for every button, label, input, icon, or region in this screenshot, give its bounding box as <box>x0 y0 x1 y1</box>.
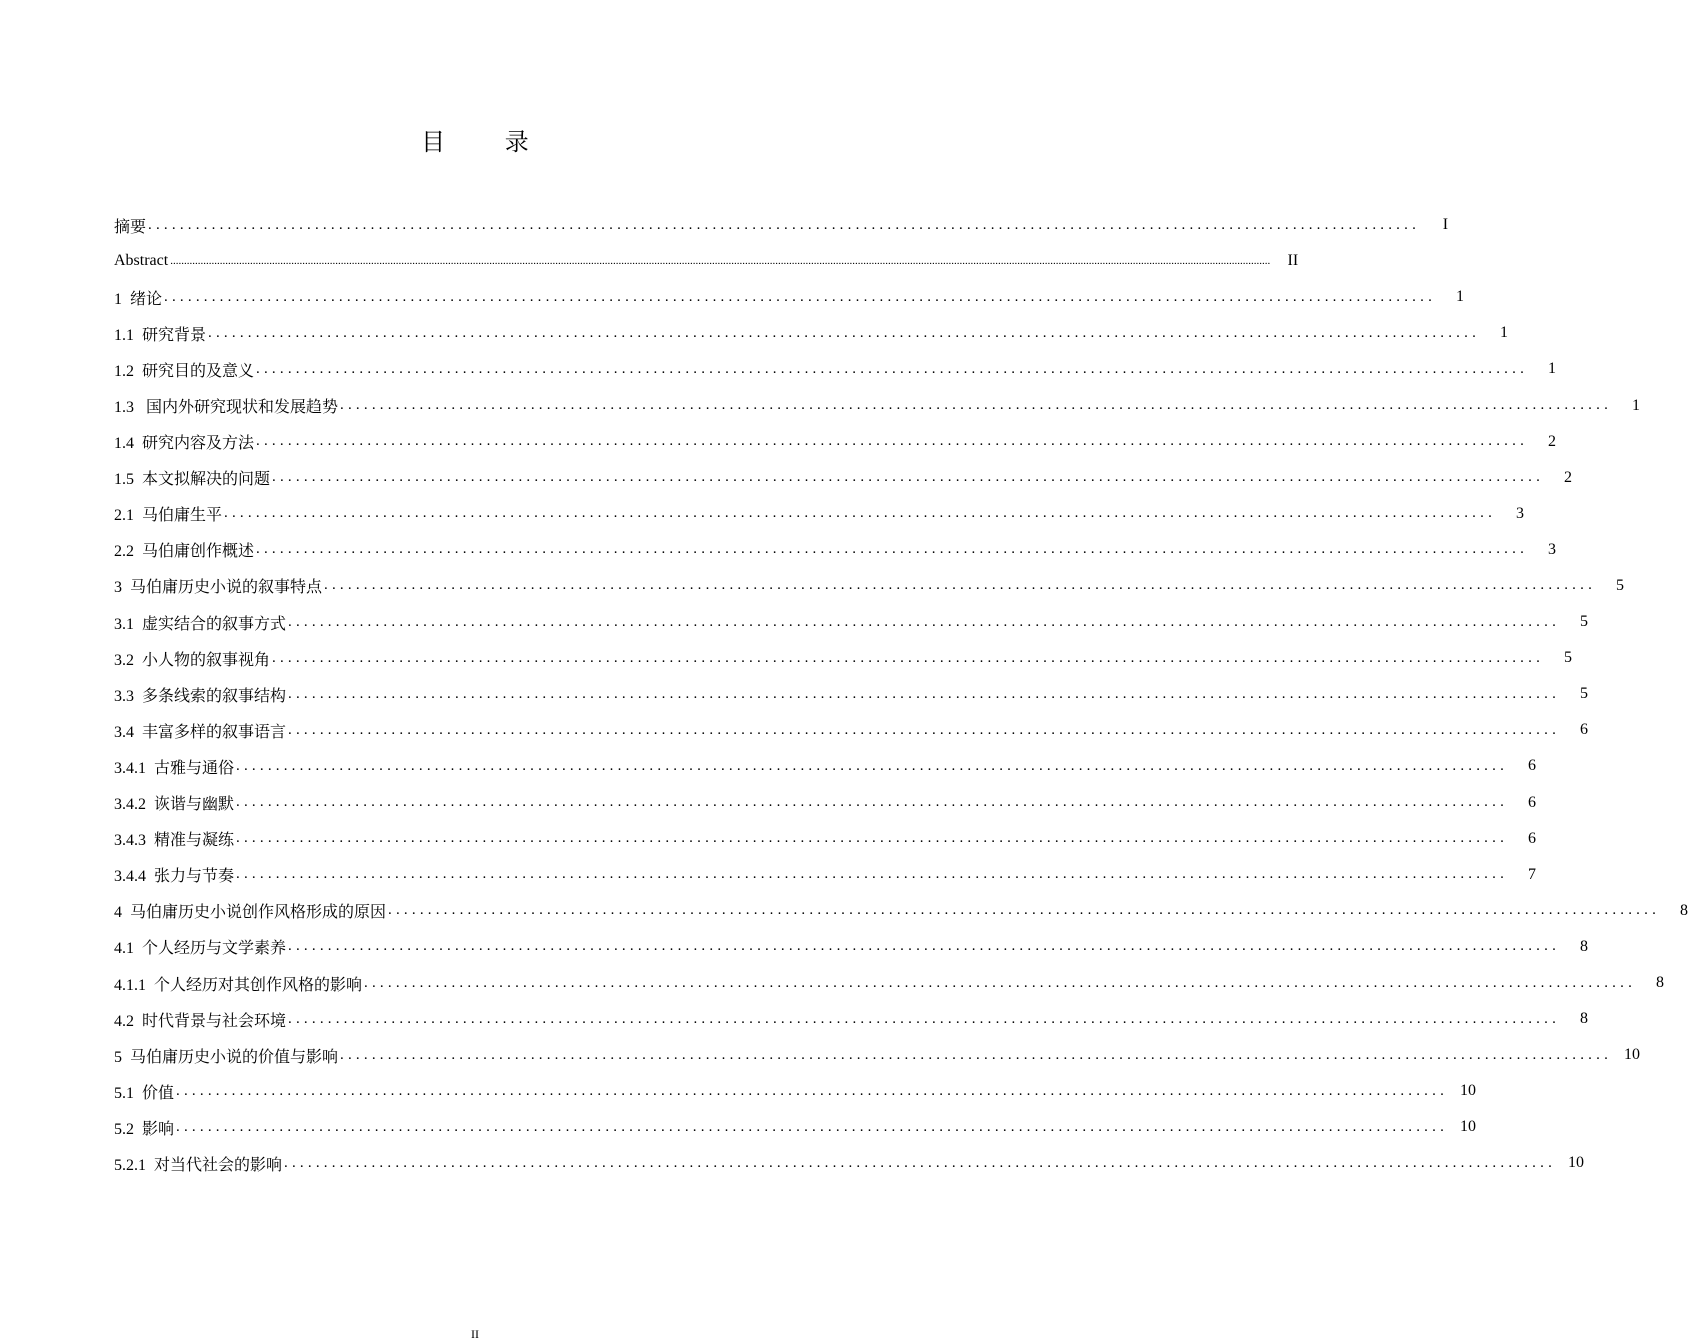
toc-entry[interactable] <box>114 857 1537 893</box>
page-number-footer: II <box>471 1327 479 1341</box>
toc-entry-page: 10 <box>1624 1046 1641 1064</box>
toc-leader-dots: ................................................................................................................................................................ <box>364 974 1637 991</box>
toc-leader-dots: ................................................................................................................................................................ <box>256 433 1529 450</box>
toc-entry-page: 2 <box>1548 432 1557 450</box>
toc-entry-page: 8 <box>1580 1010 1589 1028</box>
toc-entry-page: 6 <box>1528 757 1537 775</box>
toc-entry-page: 5 <box>1580 685 1589 703</box>
toc-entry-number: 5.1 <box>114 1084 134 1102</box>
toc-entry-page: 6 <box>1528 829 1537 847</box>
toc-entry-label <box>114 1008 288 1031</box>
toc-leader-dots: ................................................................................................................................................................ <box>176 1118 1449 1135</box>
toc-leader-dots: ................................................................................................................................................................ <box>148 216 1421 233</box>
toc-entry-label <box>114 972 364 995</box>
toc-entry-label <box>114 430 256 453</box>
toc-entry-label <box>114 214 148 237</box>
toc-entry[interactable] <box>114 965 1665 1001</box>
toc-entry[interactable] <box>114 424 1557 460</box>
toc-entry-text: 虚实结合的叙事方式 <box>142 615 287 633</box>
toc-entry-number: 4.1 <box>114 940 134 958</box>
toc-leader-dots: ................................................................................................................................................................ <box>288 685 1561 702</box>
toc-entry-text: 马伯庸生平 <box>142 507 223 525</box>
toc-entry-label <box>114 502 224 525</box>
toc-entry[interactable] <box>114 1145 1585 1181</box>
toc-entry-text: 研究目的及意义 <box>142 362 255 380</box>
toc-entry-number: 1.2 <box>114 362 134 380</box>
toc-entry-number: 1.1 <box>114 326 134 344</box>
toc-entry-text: 绪论 <box>130 290 163 308</box>
toc-entry-number: 3.1 <box>114 615 134 633</box>
toc-entry[interactable] <box>114 1001 1589 1037</box>
toc-entry-number: 3 <box>114 579 122 597</box>
toc-entry-text: 丰富多样的叙事语言 <box>142 723 287 741</box>
toc-entry-number: 3.4.1 <box>114 759 146 777</box>
toc-entry[interactable] <box>114 315 1509 351</box>
toc-entry-number: 5 <box>114 1048 122 1066</box>
toc-entry[interactable] <box>114 748 1537 784</box>
toc-entry-page: 8 <box>1656 974 1665 992</box>
toc-entry-text: 多条线索的叙事结构 <box>142 687 287 705</box>
toc-leader-dots: ................................................................................................................................................................ <box>288 938 1561 955</box>
toc-entry[interactable] <box>114 460 1573 496</box>
toc-leader-dots: ................................................................................................................................................................ <box>236 757 1509 774</box>
toc-entry[interactable] <box>114 532 1557 568</box>
toc-entry-text: 研究背景 <box>142 326 207 344</box>
toc-leader-dots: ................................................................................................................................................................ <box>284 1154 1557 1171</box>
toc-entry[interactable] <box>114 496 1525 532</box>
toc-entry-text: 研究内容及方法 <box>142 435 255 453</box>
toc-entry-label <box>114 1044 340 1067</box>
toc-entry-text: 国内外研究现状和发展趋势 <box>142 399 339 417</box>
toc-leader-dots: ................................................................................................................................................................ <box>164 288 1437 305</box>
toc-entry[interactable] <box>114 279 1465 315</box>
toc-entry-number: 3.3 <box>114 687 134 705</box>
toc-entry[interactable] <box>114 387 1641 423</box>
toc-entry-number: 4.1.1 <box>114 976 146 994</box>
toc-leader-dots: ................................................................................................................................................................ <box>256 360 1529 377</box>
toc-entry[interactable] <box>114 893 1688 929</box>
toc-entry-number: 1 <box>114 290 122 308</box>
toc-leader-dots: ................................................................................................................................................................ <box>324 577 1597 594</box>
toc-entry-label <box>114 1152 284 1175</box>
toc-entry-label <box>114 1116 176 1139</box>
toc-leader-dots: ................................................................................................................................................................ <box>176 1082 1449 1099</box>
toc-entry-label <box>114 899 388 922</box>
toc-entry-text: 诙谐与幽默 <box>154 796 235 814</box>
toc-entry-number: 3.4 <box>114 723 134 741</box>
toc-entry-label <box>114 647 272 670</box>
toc-entry-label <box>114 719 288 742</box>
toc-entry[interactable] <box>114 676 1589 712</box>
toc-leader-dots: ................................................................................................................................................................ <box>288 721 1561 738</box>
toc-entry-number: 3.4.2 <box>114 796 146 814</box>
toc-leader-dots: ................................................................................................................................................................ <box>236 866 1509 883</box>
toc-entry-label <box>114 611 288 634</box>
table-of-contents <box>114 207 1688 1182</box>
toc-entry-text: 对当代社会的影响 <box>154 1156 283 1174</box>
toc-entry-page: 1 <box>1632 396 1641 414</box>
toc-leader-dots: ................................................................................................................................................................ <box>388 902 1661 919</box>
toc-entry-text: 精准与凝练 <box>154 832 235 850</box>
toc-entry-text: 马伯庸历史小说创作风格形成的原因 <box>130 904 387 922</box>
toc-leader-dots: ................................................................................................................................................................ <box>288 1010 1561 1027</box>
toc-entry-number: 5.2 <box>114 1120 134 1138</box>
toc-leader-dots: ................................................................................................................................................................ <box>272 649 1545 666</box>
toc-entry-label <box>114 863 236 886</box>
toc-entry-page: 2 <box>1564 468 1573 486</box>
toc-leader-dots: ................................................................................................................................................................ <box>288 613 1561 630</box>
toc-entry-number: 5.2.1 <box>114 1156 146 1174</box>
toc-entry-number: 3.4.3 <box>114 832 146 850</box>
toc-entry[interactable] <box>114 1037 1641 1073</box>
toc-entry[interactable] <box>114 1073 1477 1109</box>
toc-entry-text: 张力与节奏 <box>154 868 235 886</box>
toc-entry-page: 3 <box>1548 540 1557 558</box>
toc-entry-page: 8 <box>1680 901 1688 919</box>
toc-entry-number: 1.4 <box>114 435 134 453</box>
toc-entry-number: 4 <box>114 904 122 922</box>
toc-entry-label <box>114 791 236 814</box>
toc-entry[interactable] <box>114 929 1589 965</box>
toc-entry[interactable] <box>114 243 1299 279</box>
toc-entry-page: 1 <box>1456 288 1465 306</box>
toc-entry-page: 5 <box>1564 649 1573 667</box>
toc-entry-page: 6 <box>1580 721 1589 739</box>
toc-entry[interactable] <box>114 568 1625 604</box>
toc-entry-text: Abstract <box>114 252 169 270</box>
toc-entry[interactable] <box>114 640 1573 676</box>
toc-title: 目 录 <box>421 128 555 156</box>
toc-entry-page: 8 <box>1580 937 1589 955</box>
toc-entry-page: 3 <box>1516 504 1525 522</box>
toc-entry-label <box>114 466 272 489</box>
toc-entry-text: 马伯庸创作概述 <box>142 543 255 561</box>
toc-entry-text: 个人经历对其创作风格的影响 <box>154 976 363 994</box>
toc-entry-label <box>114 935 288 958</box>
toc-entry-label <box>114 394 340 417</box>
toc-entry-page: 7 <box>1528 865 1537 883</box>
toc-entry-page: 1 <box>1500 324 1509 342</box>
toc-leader-dots: ................................................................................................................................................................................................................................................................................................................................................................................................................ <box>170 255 1271 268</box>
toc-entry-page: 6 <box>1528 793 1537 811</box>
toc-entry-label <box>114 538 256 561</box>
toc-entry-number: 3.2 <box>114 651 134 669</box>
toc-entry-number: 2.1 <box>114 507 134 525</box>
toc-leader-dots: ................................................................................................................................................................ <box>256 541 1529 558</box>
toc-entry-text: 马伯庸历史小说的叙事特点 <box>130 579 323 597</box>
toc-entry-text: 摘要 <box>114 218 147 236</box>
toc-entry-label <box>114 252 170 270</box>
toc-entry-label <box>114 755 236 778</box>
toc-entry-text: 影响 <box>142 1120 175 1138</box>
toc-leader-dots: ................................................................................................................................................................ <box>236 830 1509 847</box>
toc-entry-text: 价值 <box>142 1084 175 1102</box>
toc-entry[interactable] <box>114 351 1557 387</box>
toc-entry-label <box>114 286 164 309</box>
toc-entry-page: 5 <box>1580 613 1589 631</box>
toc-entry-text: 个人经历与文学素养 <box>142 940 287 958</box>
toc-entry[interactable] <box>114 604 1589 640</box>
toc-entry[interactable] <box>114 785 1537 821</box>
toc-entry-text: 时代背景与社会环境 <box>142 1012 287 1030</box>
toc-entry-text: 本文拟解决的问题 <box>142 471 271 489</box>
toc-entry[interactable] <box>114 821 1537 857</box>
toc-entry-number: 4.2 <box>114 1012 134 1030</box>
toc-entry-page: 10 <box>1568 1154 1585 1172</box>
toc-entry-page: 1 <box>1548 360 1557 378</box>
toc-entry-number: 1.3 <box>114 399 134 417</box>
toc-entry-text: 小人物的叙事视角 <box>142 651 271 669</box>
toc-entry[interactable] <box>114 1109 1477 1145</box>
toc-entry-page: 10 <box>1460 1082 1477 1100</box>
toc-entry-label <box>114 683 288 706</box>
toc-entry-text: 古雅与通俗 <box>154 759 235 777</box>
toc-entry-number: 2.2 <box>114 543 134 561</box>
toc-entry-text: 马伯庸历史小说的价值与影响 <box>130 1048 339 1066</box>
toc-entry-page: II <box>1287 252 1299 270</box>
toc-entry-page: 10 <box>1460 1118 1477 1136</box>
toc-entry-label <box>114 358 256 381</box>
toc-entry-page: 5 <box>1616 576 1625 594</box>
toc-entry-label <box>114 827 236 850</box>
toc-entry-number: 3.4.4 <box>114 868 146 886</box>
toc-entry-label <box>114 1080 176 1103</box>
toc-leader-dots: ................................................................................................................................................................ <box>208 324 1481 341</box>
toc-entry-number: 1.5 <box>114 471 134 489</box>
toc-leader-dots: ................................................................................................................................................................ <box>340 1046 1613 1063</box>
toc-leader-dots: ................................................................................................................................................................ <box>272 469 1545 486</box>
toc-entry-label <box>114 574 324 597</box>
toc-leader-dots: ................................................................................................................................................................ <box>224 505 1497 522</box>
toc-entry-page: I <box>1442 216 1449 234</box>
toc-entry-label <box>114 322 208 345</box>
toc-leader-dots: ................................................................................................................................................................ <box>340 397 1613 414</box>
toc-leader-dots: ................................................................................................................................................................ <box>236 794 1509 811</box>
toc-entry[interactable] <box>114 207 1449 243</box>
toc-entry[interactable] <box>114 712 1589 748</box>
